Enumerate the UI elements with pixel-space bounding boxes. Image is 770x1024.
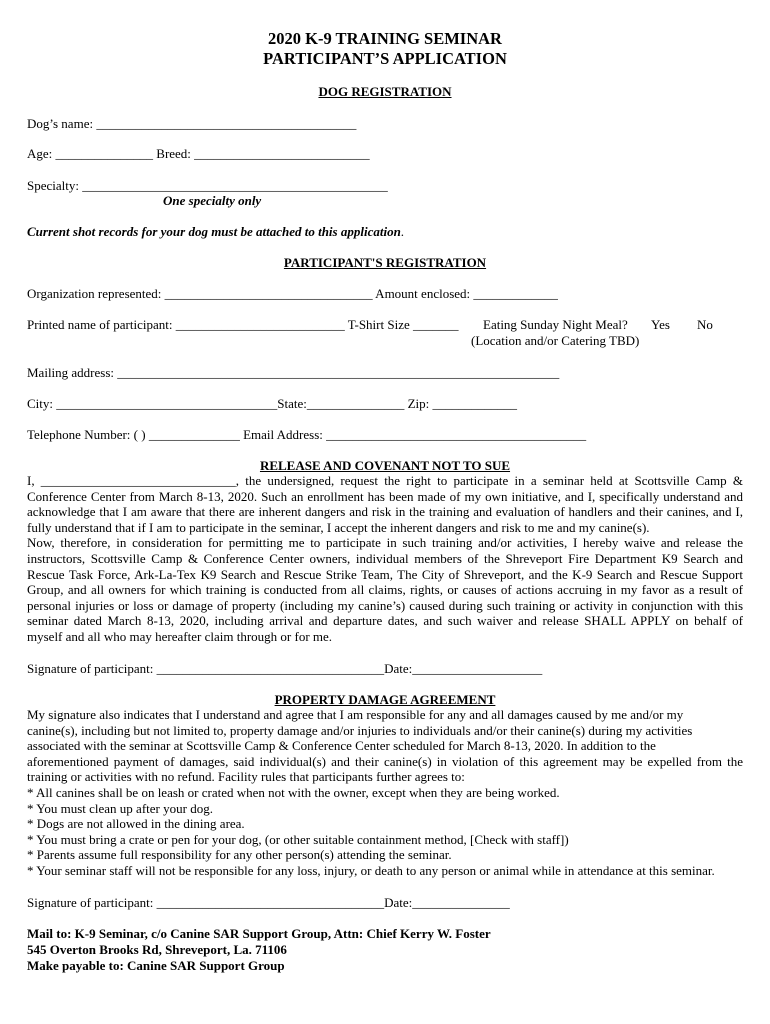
rule-item: * You must clean up after your dog. — [27, 800, 213, 816]
form-title-line2: PARTICIPANT’S APPLICATION — [263, 49, 507, 68]
property-damage-heading: PROPERTY DAMAGE AGREEMENT — [274, 692, 496, 707]
payable-to-line: Make payable to: Canine SAR Support Group — [27, 958, 285, 973]
release-line: Now, therefore, in consideration for permitting me to participate in such training and/or activities, I hereby waive and release the — [27, 535, 743, 551]
property-line: My signature also indicates that I understand and agree that I am responsible for any and all damages caused by me and/or my — [27, 707, 684, 722]
dogs-name-field[interactable]: Dog’s name: ________________________________________ — [27, 116, 357, 131]
phone-email-field[interactable]: Telephone Number: ( ) ______________ Email Address: ________________________________________ — [27, 427, 587, 442]
shot-records-note: Current shot records for your dog must be attached to this application. — [27, 224, 405, 239]
dog-registration-heading: DOG REGISTRATION — [318, 84, 452, 99]
rule-item: * All canines shall be on leash or crated when not with the owner, except when they are being worked. — [27, 784, 560, 800]
rule-item: * Your seminar staff will not be responsible for any loss, injury, or death to any person or animal while in attendance at this seminar. — [27, 862, 715, 878]
eating-meal-question: Eating Sunday Night Meal? — [483, 317, 628, 332]
city-state-zip-field[interactable]: City: __________________________________State:_______________ Zip: _____________ — [27, 396, 518, 411]
property-line: aforementioned payment of damages, said individual(s) and their canine(s) in violation of this agreement may be expelled from the — [27, 753, 743, 769]
property-line: training or activities with no refund. Facility rules that participants further agrees to: — [27, 769, 465, 785]
mail-to-line: Mail to: K-9 Seminar, c/o Canine SAR Support Group, Attn: Chief Kerry W. Foster — [27, 926, 491, 941]
rule-item: * Parents assume full responsibility for any other person(s) attending the seminar. — [27, 847, 452, 863]
meal-yes-option[interactable]: Yes — [651, 317, 670, 332]
location-note: (Location and/or Catering TBD) — [471, 333, 640, 348]
property-signature-field[interactable]: Signature of participant: ___________________________________Date:_______________ — [27, 895, 510, 910]
age-breed-field[interactable]: Age: _______________ Breed: ___________________________ — [27, 146, 370, 161]
release-line: I, ______________________________, the undersigned, request the right to participate in a seminar held at Scottsville Camp & — [27, 473, 743, 488]
release-line: Conference Center from March 8-13, 2020. Such an enrollment has been made of my own initiative, and I, specifically understand and — [27, 488, 743, 504]
release-line: Rescue Task Force, Ark-La-Tex K9 Search and Rescue Strike Team, The City of Shreveport, and the K-9 Search and Rescue Support — [27, 566, 743, 582]
specialty-note: One specialty only — [163, 193, 262, 208]
release-line: Group, and all owners for which training is conducted from all claims, rights, or causes of actions accruing in my favor as a result of — [27, 582, 743, 598]
release-line: myself and all who may hereafter claim through or for me. — [27, 628, 333, 644]
release-line: acknowledge that I am aware that there are inherent dangers and risk in the training and evaluation of handlers and their canines, and I, — [27, 504, 743, 520]
meal-no-option[interactable]: No — [697, 317, 713, 332]
release-line: instructors, Scottsville Camp & Conference Center owners, individual members of the Shreveport Fire Department K9 Search and — [27, 550, 743, 566]
rule-item: * You must bring a crate or pen for your dog, (or other suitable containment method, [Check with staff]) — [27, 831, 569, 847]
property-line: associated with the seminar at Scottsville Camp & Conference Center scheduled for March 8-13, 2020. In addition to the — [27, 738, 656, 754]
organization-amount-field[interactable]: Organization represented: ________________________________ Amount enclosed: _____________ — [27, 286, 558, 301]
rule-item: * Dogs are not allowed in the dining area. — [27, 816, 245, 832]
property-paragraph — [27, 707, 743, 879]
release-line: fully understand that if I am to participate in the seminar, I accept the inherent dangers and risk to me and my canine(s). — [27, 519, 650, 535]
mailing-address-field[interactable]: Mailing address: ____________________________________________________________________ — [27, 365, 560, 380]
participant-registration-heading: PARTICIPANT'S REGISTRATION — [283, 255, 487, 270]
specialty-field[interactable]: Specialty: _______________________________________________ — [27, 178, 388, 193]
printed-name-tshirt-field[interactable]: Printed name of participant: __________________________ T-Shirt Size _______ — [27, 317, 459, 332]
release-signature-field[interactable]: Signature of participant: ___________________________________Date:____________________ — [27, 661, 543, 676]
property-line: canine(s), including but not limited to, property damage and/or injuries to individuals and/or their canine(s) during my activities — [27, 722, 693, 738]
release-heading: RELEASE AND COVENANT NOT TO SUE — [259, 458, 511, 473]
form-title-line1: 2020 K-9 TRAINING SEMINAR — [268, 29, 502, 48]
release-paragraph — [27, 473, 743, 645]
release-line: personal injuries or loss or damage of property (including my canine’s) caused during such training or activity in conjunction with this — [27, 597, 743, 613]
release-line: seminar dated March 8-13, 2020, including arrival and departure dates, and such waiver and release SHALL APPLY on behalf of — [27, 613, 743, 629]
mail-address-line: 545 Overton Brooks Rd, Shreveport, La. 71106 — [27, 942, 287, 957]
